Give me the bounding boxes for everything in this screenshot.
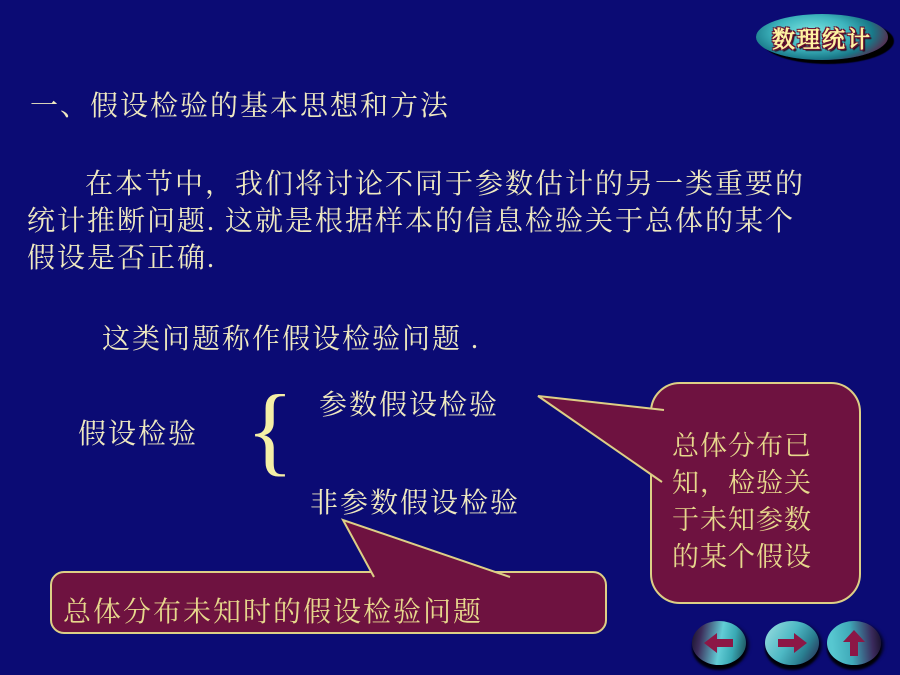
course-badge-label: 数理统计 <box>772 26 872 52</box>
callout-right-tail <box>538 396 664 482</box>
intro-paragraph: 在本节中，我们将讨论不同于参数估计的另一类重要的统计推断问题. 这就是根据样本的信息检验关于总体的某个假设是否正确. <box>27 169 806 274</box>
callout-nonparametric-note <box>50 571 607 634</box>
right-arrow-icon <box>775 630 809 656</box>
prev-slide-button[interactable] <box>692 621 746 665</box>
home-slide-button[interactable] <box>827 621 881 665</box>
statement-line: 这类问题称作假设检验问题 . <box>102 324 481 355</box>
branch-nonparametric-label: 非参数假设检验 <box>310 488 521 519</box>
up-arrow-icon <box>841 628 867 658</box>
callout-bottom-tail <box>343 520 510 578</box>
brace-glyph: { <box>246 374 294 485</box>
callout-parametric-text: 总体分布已知，检验关于未知参数的某个假设 <box>672 431 812 572</box>
next-slide-button[interactable] <box>765 621 819 665</box>
callout-nonparametric-text: 总体分布未知时的假设检验问题 <box>63 597 484 628</box>
branch-parametric-label: 参数假设检验 <box>319 390 500 421</box>
course-badge <box>756 14 888 60</box>
callout-parametric-note <box>650 382 861 604</box>
page-title: 一、假设检验的基本思想和方法 <box>30 91 451 122</box>
classification-root-label: 假设检验 <box>78 419 199 450</box>
left-arrow-icon <box>702 630 736 656</box>
